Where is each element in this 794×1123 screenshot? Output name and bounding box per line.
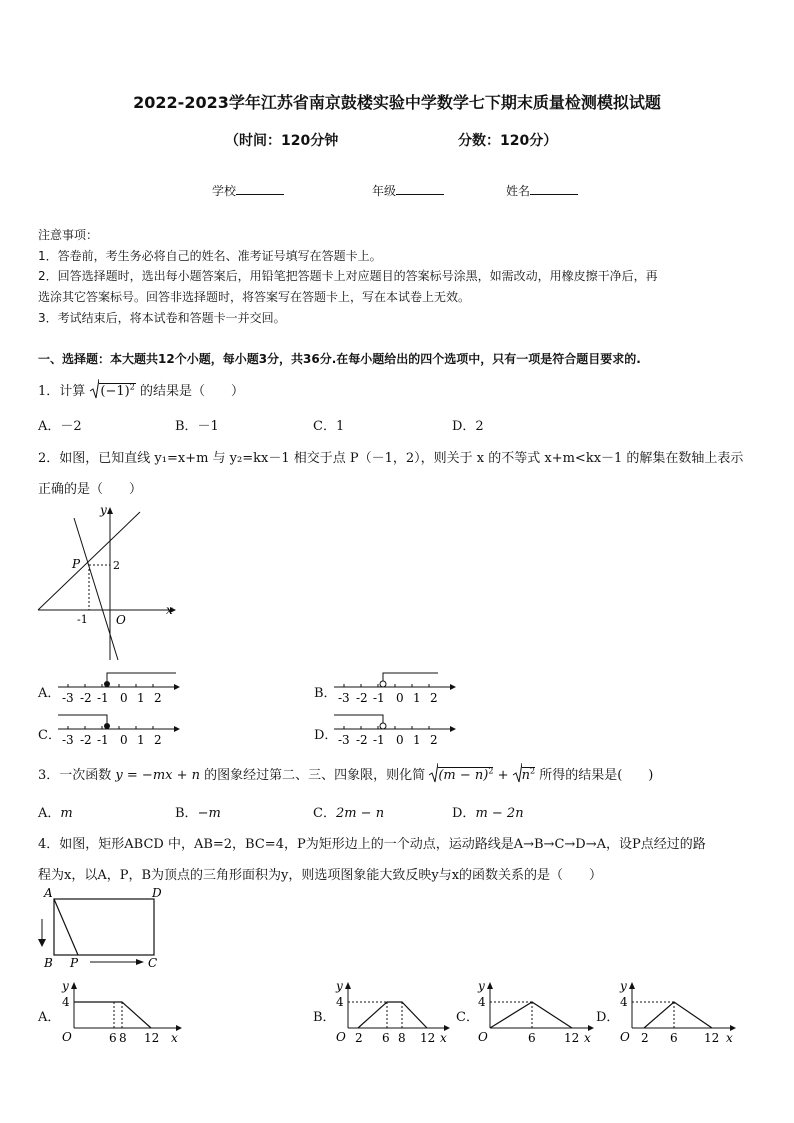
svg-text:4: 4 (62, 995, 70, 1009)
school-label: 学校 (212, 184, 237, 198)
grade-field (372, 182, 444, 199)
svg-text:4: 4 (478, 995, 486, 1009)
question-3: 3．一次函数 y = −mx + n 的图象经过第二、三、四象限，则化简 $(m - n)^2$ + $n^2$ 所得的结果是( ) (38, 764, 653, 783)
q2-graph (34, 500, 184, 665)
graph-x-label: x (166, 603, 173, 617)
q4-graph-a (58, 978, 188, 1048)
svg-text:12: 12 (420, 1031, 436, 1045)
label-b: B (44, 956, 53, 970)
q4-option-c-label[interactable]: C． (456, 1010, 479, 1025)
svg-text:-1: -1 (373, 691, 385, 705)
svg-text:-2: -2 (80, 691, 92, 705)
svg-text:0: 0 (396, 691, 404, 705)
graph-neg1-label: -1 (77, 613, 88, 626)
notes-item: 2．回答选择题时，选出每小题答案后，用铅笔把答题卡上对应题目的答案标号涂黑，如需改动，用橡皮擦干净后，再 (38, 269, 658, 283)
svg-text:2: 2 (154, 733, 162, 747)
svg-text:0: 0 (120, 691, 128, 705)
label-d: D (152, 886, 162, 900)
graph-y-label: y (100, 503, 107, 517)
svg-text:6: 6 (670, 1031, 678, 1045)
svg-text:O: O (620, 1030, 630, 1044)
graph-p-label: P (72, 557, 81, 571)
svg-text:8: 8 (398, 1031, 406, 1045)
q1-radical: $(-1)^2$ (91, 383, 135, 399)
svg-text:1: 1 (413, 733, 421, 747)
q3-expr: y = −mx + n (115, 768, 201, 783)
svg-text:-2: -2 (356, 691, 368, 705)
svg-text:O: O (478, 1030, 488, 1044)
graph-a-line (74, 1002, 151, 1028)
q1-option-a[interactable]: A．－2 (38, 419, 82, 434)
q4-option-b-label[interactable]: B． (313, 1010, 336, 1025)
svg-text:2: 2 (154, 691, 162, 705)
q2-option-a-label[interactable]: A． (38, 686, 61, 701)
svg-text:2: 2 (355, 1031, 363, 1045)
svg-text:2: 2 (430, 733, 438, 747)
svg-text:0: 0 (120, 733, 128, 747)
q2-option-b-label[interactable]: B． (314, 686, 337, 701)
svg-text:1: 1 (137, 691, 145, 705)
q1-prefix: 1．计算 (38, 384, 86, 399)
graph-c-line (490, 1002, 572, 1028)
svg-text:6: 6 (528, 1031, 536, 1045)
label-a: A (44, 886, 53, 900)
label-c: C (148, 956, 158, 970)
svg-text:4: 4 (336, 995, 344, 1009)
question-2-line1: 2．如图，已知直线 y₁=x+m 与 y₂=kx－1 相交于点 P（－1，2），则关于 x 的不等式 x+m<kx－1 的解集在数轴上表示 (38, 451, 744, 466)
svg-text:12: 12 (704, 1031, 720, 1045)
svg-text:6: 6 (382, 1031, 390, 1045)
exam-time: （时间：120分钟 (225, 133, 339, 149)
q3-option-c[interactable]: C．2m − n (313, 806, 385, 821)
rectangle-abcd (54, 899, 154, 955)
right-arrow-head (136, 959, 144, 965)
svg-text:x: x (726, 1031, 733, 1045)
svg-text:x: x (440, 1031, 447, 1045)
svg-text:-1: -1 (97, 691, 109, 705)
section-heading: 一、选择题：本大题共12个小题，每小题3分，共36分.在每小题给出的四个选项中，只有一项是符合题目要求的. (38, 352, 641, 366)
svg-text:8: 8 (119, 1031, 127, 1045)
graph-o-label: O (116, 613, 126, 627)
label-p: P (70, 956, 79, 970)
q4-graph-d (616, 978, 746, 1048)
question-4-line1: 4．如图，矩形ABCD 中，AB=2，BC=4，P为矩形边上的一个动点，运动路线是A→B→C→D→A，设P点经过的路 (38, 837, 706, 852)
svg-text:1: 1 (137, 733, 145, 747)
q2-option-d-label[interactable]: D． (314, 728, 338, 743)
q2-numberline-a (58, 672, 183, 706)
svg-text:6: 6 (109, 1031, 117, 1045)
graph-b-line (358, 1002, 427, 1028)
y-axis-arrow (107, 507, 113, 514)
q2-option-c-label[interactable]: C． (38, 728, 61, 743)
q2-numberline-b (334, 672, 459, 706)
svg-text:4: 4 (620, 995, 628, 1009)
svg-text:x: x (584, 1031, 591, 1045)
svg-text:12: 12 (564, 1031, 580, 1045)
svg-text:-2: -2 (356, 733, 368, 747)
svg-text:1: 1 (413, 691, 421, 705)
name-field (506, 182, 578, 199)
q4-graph-c (474, 978, 604, 1048)
svg-text:y: y (336, 979, 343, 993)
svg-text:O: O (62, 1030, 72, 1044)
svg-text:y: y (478, 979, 485, 993)
question-2-line2: 正确的是（ ） (38, 482, 143, 497)
q2-numberline-d (334, 714, 459, 748)
svg-text:-3: -3 (338, 691, 350, 705)
svg-text:-2: -2 (80, 733, 92, 747)
notes-item: 选涂其它答案标号。回答非选择题时，将答案写在答题卡上，写在本试卷上无效。 (38, 290, 471, 304)
svg-text:2: 2 (641, 1031, 649, 1045)
svg-text:-1: -1 (97, 733, 109, 747)
q3-option-a[interactable]: A．m (38, 806, 73, 821)
q3-radical-2: $n^2$ (513, 767, 535, 783)
q3-option-d[interactable]: D．m − 2n (452, 806, 524, 821)
line-y1 (38, 512, 140, 610)
q2-numberline-c (58, 714, 183, 748)
name-label: 姓名 (506, 184, 531, 198)
q4-option-d-label[interactable]: D． (596, 1010, 620, 1025)
svg-text:2: 2 (430, 691, 438, 705)
svg-text:x: x (171, 1031, 178, 1045)
notes-item: 1．答卷前，考生务必将自己的姓名、准考证号填写在答题卡上。 (38, 249, 382, 263)
graph-d-line (644, 1002, 712, 1028)
page-title: 2022-2023学年江苏省南京鼓楼实验中学数学七下期末质量检测模拟试题 (133, 93, 661, 112)
q4-option-a-label[interactable]: A． (38, 1010, 61, 1025)
svg-text:12: 12 (144, 1031, 160, 1045)
q1-option-c[interactable]: C．1 (313, 419, 345, 434)
school-field (212, 182, 284, 199)
q3-option-b[interactable]: B．−m (175, 806, 221, 821)
q1-option-b[interactable]: B．－1 (175, 419, 219, 434)
svg-text:-3: -3 (338, 733, 350, 747)
svg-text:-1: -1 (373, 733, 385, 747)
svg-text:0: 0 (396, 733, 404, 747)
q1-option-d[interactable]: D．2 (452, 419, 484, 434)
graph-2-label: 2 (113, 559, 120, 572)
question-4-line2: 程为x，以A，P，B为顶点的三角形面积为y，则选项图象能大致反映y与x的函数关系的是（ ） (38, 868, 603, 883)
question-1 (38, 380, 244, 399)
q1-suffix: 的结果是（ ） (139, 384, 244, 399)
svg-text:-3: -3 (62, 691, 74, 705)
svg-text:O: O (336, 1030, 346, 1044)
down-arrow-head (38, 939, 46, 947)
segment-ap (54, 899, 78, 955)
exam-score: 分数：120分） (458, 133, 558, 149)
q3-radical-1: $(m - n)^2$ (429, 767, 493, 783)
q4-graph-b (332, 978, 462, 1048)
q4-rectangle-figure (32, 885, 172, 970)
notes-item: 3．考试结束后，将本试卷和答题卡一并交回。 (38, 311, 286, 325)
notes-heading: 注意事项： (38, 228, 99, 242)
svg-text:y: y (62, 979, 69, 993)
grade-label: 年级 (372, 184, 397, 198)
svg-text:-3: -3 (62, 733, 74, 747)
svg-text:y: y (620, 979, 627, 993)
